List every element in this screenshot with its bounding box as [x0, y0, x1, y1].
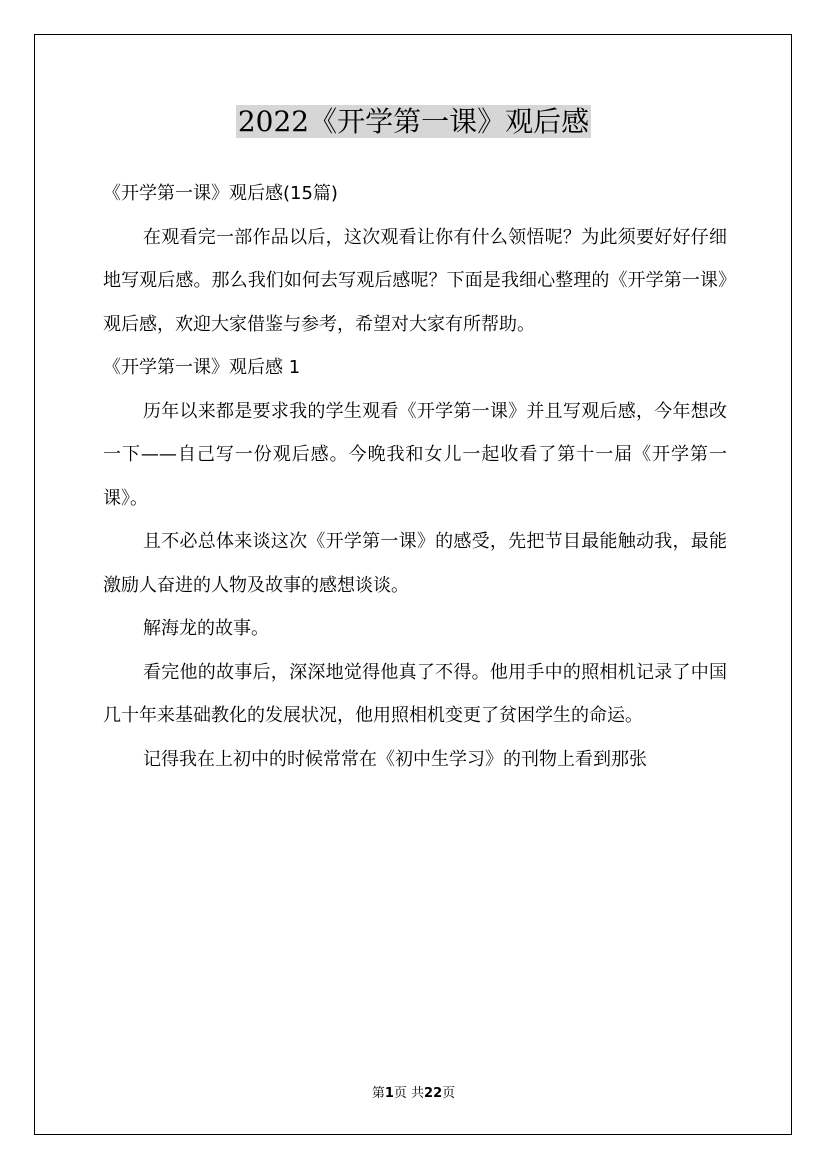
document-title: 2022《开学第一课》观后感 — [237, 105, 590, 138]
footer-page-mid: 页 共 — [393, 1086, 425, 1101]
paragraph-4: 看完他的故事后，深深地觉得他真了不得。他用手中的照相机记录了中国几十年来基础教化的发展状况，他用照相机变更了贫困学生的命运。 — [103, 661, 727, 726]
footer-page-number: 1 — [384, 1086, 394, 1101]
document-body — [103, 172, 727, 781]
page-footer — [0, 1082, 827, 1101]
footer-total-pages: 22 — [424, 1086, 443, 1101]
intro-paragraph: 在观看完一部作品以后，这次观看让你有什么领悟呢？为此须要好好仔细地写观后感。那么我们如何去写观后感呢？下面是我细心整理的《开学第一课》观后感，欢迎大家借鉴与参考，希望对大家有所帮助。 — [103, 226, 727, 335]
paragraph-5: 记得我在上初中的时候常常在《初中生学习》的刊物上看到那张 — [143, 748, 647, 770]
section-heading: 《开学第一课》观后感 1 — [103, 357, 301, 378]
paragraph-3: 解海龙的故事。 — [143, 618, 269, 639]
subtitle: 《开学第一课》观后感(15篇) — [103, 183, 338, 204]
footer-page-suffix: 页 — [442, 1086, 456, 1101]
paragraph-2: 且不必总体来谈这次《开学第一课》的感受，先把节目最能触动我，最能激励人奋进的人物及故事的感想谈谈。 — [103, 531, 727, 596]
paragraph-1: 历年以来都是要求我的学生观看《开学第一课》并且写观后感，今年想改一下——自己写一份观后感。今晚我和女儿一起收看了第十一届《开学第一课》。 — [103, 400, 727, 509]
footer-page-prefix: 第 — [371, 1086, 385, 1101]
